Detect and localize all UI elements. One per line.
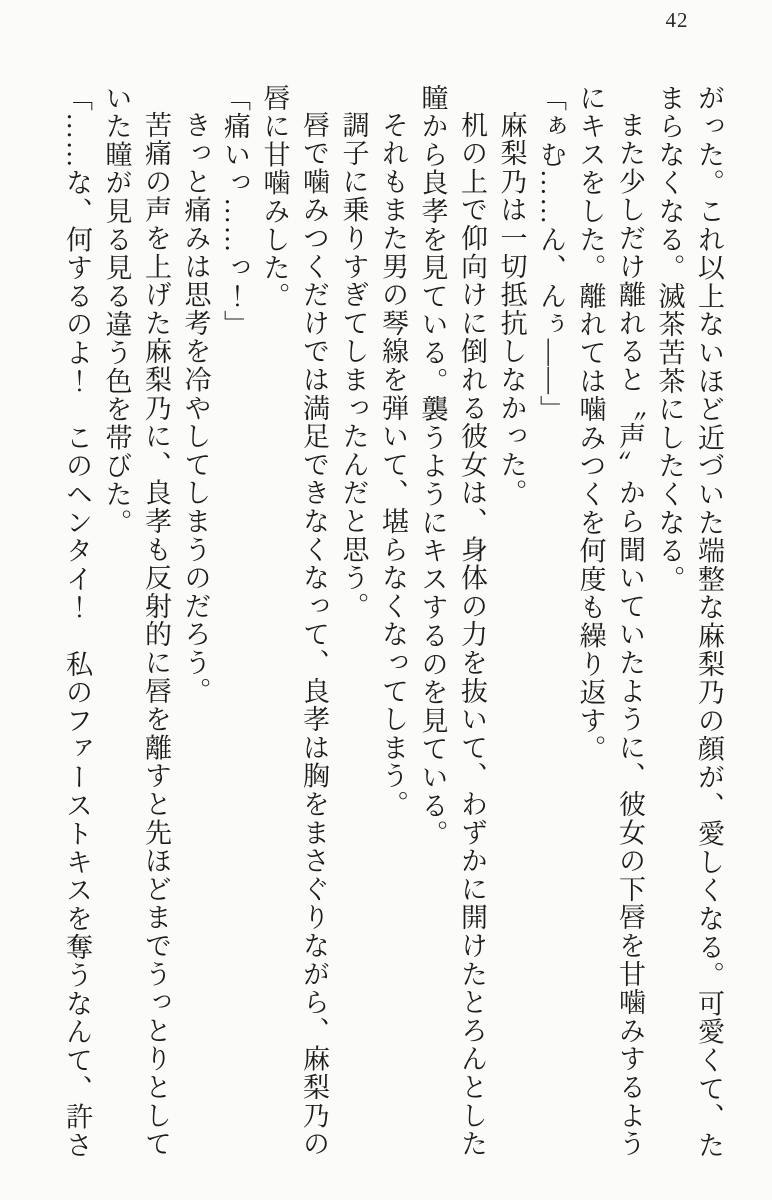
paragraph: 麻梨乃は一切抵抗しなかった。 [496,111,527,508]
paragraph-dialogue: 「痛いっ……っ！」 [220,84,250,339]
page-number: 42 [665,8,689,32]
paragraph: 調子に乗りすぎてしまったんだと思う。 [338,111,369,621]
paragraph: がった。これ以上ないほど近づいた端整な麻梨乃の顔が、愛しくなる。可愛くて、たまらなくなる。滅茶苦茶にしたくなる。 [654,84,724,1160]
paragraph: それもまた男の琴線を弾いて、堪らなくなってしまう。 [378,111,408,819]
text-area [52,84,728,1162]
paragraph: 苦痛の声を上げた麻梨乃に、良孝も反射的に唇を離すと先ほどまでうっとりとしていた瞳が見る見る違う色を帯びた。 [101,84,171,1159]
paragraph: また少しだけ離れると〝声〟から聞いていたように、彼女の下唇を甘噛みするようにキスをした。離れては噛みつくを何度も繰り返す。 [575,84,645,1159]
paragraph: 唇で噛みつくだけでは満足できなくなって、良孝は胸をまさぐりながら、麻梨乃の唇に甘噛みした。 [259,84,329,1159]
paragraph-dialogue: 「ぁむ……ん、んぅ――」 [536,84,566,424]
paragraph-dialogue: 「……な、何するのよ！ このヘンタイ！ 私のファーストキスを奪うなんて、許さ [62,84,92,1160]
paragraph: きっと痛みは思考を冷やしてしまうのだろう。 [180,111,211,706]
paragraph: 机の上で仰向けに倒れる彼女は、身体の力を抜いて、わずかに開けたとろんとした瞳から良孝を見ている。襲うようにキスするのを見ている。 [417,84,487,1159]
